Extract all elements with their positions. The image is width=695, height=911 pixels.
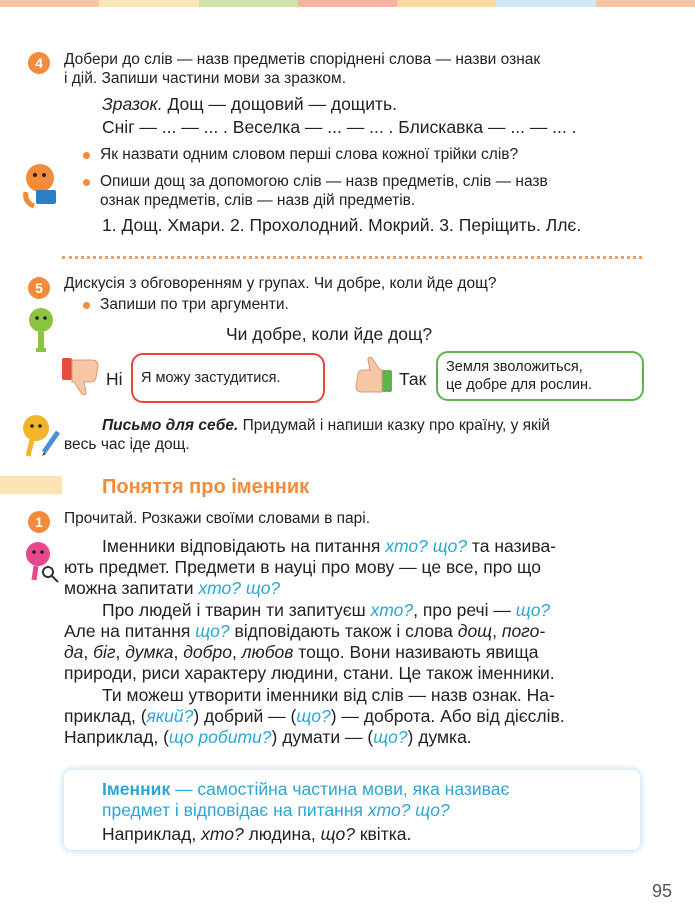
stripe-segment	[496, 0, 595, 7]
definition-term: Іменник	[102, 779, 171, 799]
example-word: пого-	[501, 621, 546, 641]
text-run: та назива-	[467, 536, 556, 556]
yes-argument-box	[436, 351, 644, 401]
p2-line3	[64, 641, 538, 663]
dotted-separator	[62, 256, 642, 259]
no-argument-box	[131, 353, 325, 403]
text-run: , про речі —	[413, 600, 516, 620]
no-label: Ні	[106, 369, 123, 389]
stripe-segment	[99, 0, 198, 7]
top-color-stripe	[0, 0, 695, 7]
green-mascot-icon	[24, 306, 58, 352]
exercise-4-task-line1: Добери до слів — назв предметів споріднені слова — назви ознак	[64, 51, 541, 68]
p1-line1	[102, 535, 556, 557]
exercise-4-bullet2-line1: Опиши дощ за допомогою слів — назв предметів, слів — назв	[100, 173, 548, 190]
text-run: ,	[173, 642, 184, 662]
question-word: хто?	[201, 824, 244, 844]
example-word: да	[64, 642, 84, 662]
sample-label: Зразок.	[102, 94, 163, 114]
text-run: Іменники відповідають на питання	[102, 536, 386, 556]
text-run: можна запитати	[64, 578, 199, 598]
discussion-question: Чи добре, коли йде дощ?	[226, 324, 433, 344]
exercise-4-hints: 1. Дощ. Хмари. 2. Прохолодний. Мокрий. 3. Періщить. Ллє.	[102, 215, 582, 235]
text-run: відповідають також і слова	[229, 621, 458, 641]
text-run: ,	[231, 642, 242, 662]
text-run: тощо. Вони називають явища	[293, 642, 539, 662]
exercise-4-words-line: Сніг — ... — ... . Веселка — ... — ... . Блискавка — ... — ... .	[102, 117, 577, 137]
bullet-dot	[83, 152, 90, 159]
thumbs-up-icon	[350, 356, 394, 396]
text-run: Але на питання	[64, 621, 196, 641]
stripe-segment	[596, 0, 695, 7]
stripe-segment	[199, 0, 298, 7]
example-word: любов	[241, 642, 294, 662]
sample-text: Дощ — дощовий — дощить.	[167, 94, 397, 114]
exercise-5-bullet: Запиши по три аргументи.	[100, 296, 289, 313]
text-run: приклад, (	[64, 706, 147, 726]
example-word: біг	[93, 642, 116, 662]
section-title: Поняття про іменник	[102, 476, 310, 498]
question-word: хто? що?	[385, 536, 468, 556]
p3-line1: Ти можеш утворити іменники від слів — назв ознак. На-	[102, 685, 555, 705]
text-run: Наприклад, (	[64, 727, 169, 747]
p2-line4: природи, риси характеру людини, стани. Це також іменники.	[64, 663, 555, 683]
bullet-dot	[83, 179, 90, 186]
definition-line2	[102, 799, 450, 821]
question-word: що?	[373, 727, 408, 747]
text-run: ,	[83, 642, 94, 662]
p1-line2: ють предмет. Предмети в науці про мову — це все, про що	[64, 557, 541, 577]
exercise-1-number: 1	[28, 511, 50, 533]
question-word: що робити?	[168, 727, 272, 747]
question-word: що?	[195, 621, 230, 641]
thumbs-down-icon	[60, 356, 104, 396]
text-run: ) думка.	[407, 727, 472, 747]
text-run: ) добрий — (	[193, 706, 297, 726]
pink-mascot-icon	[22, 540, 62, 584]
exercise-4-sample	[102, 93, 397, 115]
text-run: Наприклад,	[102, 824, 202, 844]
orange-mascot-icon	[20, 160, 64, 210]
text-run: Про людей і тварин ти запитуєш	[102, 600, 371, 620]
exercise-5-task: Дискусія з обговоренням у групах. Чи добре, коли йде дощ?	[64, 275, 497, 292]
letter-text-line2: весь час іде дощ.	[64, 436, 190, 453]
p3-line2	[64, 705, 565, 727]
question-word: що?	[515, 600, 551, 620]
exercise-1-task: Прочитай. Розкажи своїми словами в парі.	[64, 510, 371, 527]
text-run: ) — доброта. Або від дієслів.	[330, 706, 565, 726]
exercise-4-task-line2: і дій. Запиши частини мови за зразком.	[64, 70, 346, 87]
exercise-5-number: 5	[28, 277, 50, 299]
exercise-4-bullet1: Як назвати одним словом перші слова кожної трійки слів?	[100, 146, 519, 163]
yes-argument-line2: це добре для рослин.	[446, 377, 592, 393]
section-header-band	[0, 476, 62, 494]
question-word: хто?	[370, 600, 414, 620]
question-word: хто? що?	[198, 578, 281, 598]
question-word: хто? що?	[367, 800, 450, 820]
pencil-mascot-icon	[18, 412, 62, 458]
text-run: людина,	[243, 824, 321, 844]
stripe-segment	[298, 0, 397, 7]
stripe-segment	[397, 0, 496, 7]
text-run: квітка.	[354, 824, 412, 844]
exercise-4-number: 4	[28, 52, 50, 74]
definition-example	[102, 823, 411, 845]
no-argument-text: Я можу застудитися.	[141, 370, 281, 386]
p3-line3	[64, 726, 472, 748]
letter-task-line1	[102, 416, 550, 435]
letter-text-line1: Придумай і напиши казку про країну, у якій	[242, 417, 550, 434]
page-number: 95	[652, 881, 673, 901]
text-run: ,	[115, 642, 126, 662]
stripe-segment	[0, 0, 99, 7]
p2-line2	[64, 620, 545, 642]
question-word: що?	[296, 706, 331, 726]
example-word: дощ	[457, 621, 493, 641]
p1-line3	[64, 577, 280, 599]
exercise-4-bullet2-line2: ознак предметів, слів — назв дій предметів.	[100, 192, 416, 209]
yes-label: Так	[399, 369, 427, 389]
yes-argument-line1: Земля зволожиться,	[446, 359, 583, 375]
definition-line1	[102, 778, 509, 800]
letter-title: Письмо для себе.	[102, 417, 239, 434]
text-run: ) думати — (	[271, 727, 374, 747]
example-word: добро	[183, 642, 232, 662]
text-run: ,	[492, 621, 502, 641]
question-word: що?	[320, 824, 355, 844]
question-word: який?	[146, 706, 194, 726]
text-run: предмет і відповідає на питання	[102, 800, 368, 820]
p2-line1	[102, 599, 550, 621]
text-run: — самостійна частина мови, яка називає	[170, 779, 510, 799]
bullet-dot	[83, 302, 90, 309]
example-word: думка	[125, 642, 174, 662]
